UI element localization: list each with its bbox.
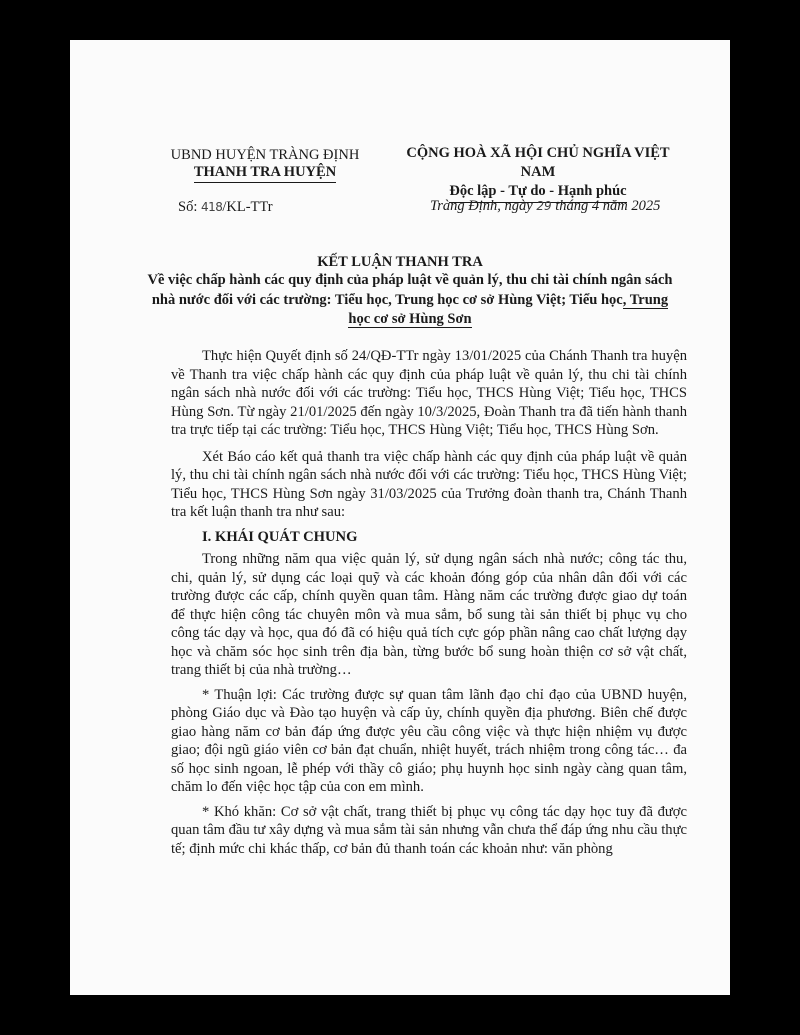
nation-name: CỘNG HOÀ XÃ HỘI CHỦ NGHĨA VIỆT NAM — [406, 145, 670, 180]
paragraph-advantages: * Thuận lợi: Các trường được sự quan tâm lãnh đạo chỉ đạo của UBND huyện, phòng Giáo dục và Đào tạo huyện và cấp ủy, chính quyền địa phương. Biên chế được giao hàng năm cơ bản đáp ứng được yêu cầu công việc và thực hiện nhiệm vụ được giao; đội ngũ giáo viên cơ bản đạt chuẩn, nhiệt huyết, trách nhiệm trong công tác… đa số học sinh ngoan, lễ phép với thầy cô giáo; phụ huynh học sinh ngày càng quan tâm, chăm lo đến việc học tập của con em mình. — [171, 686, 687, 795]
agency-name: THANH TRA HUYỆN — [194, 164, 336, 183]
doc-number-prefix: Số: — [178, 199, 201, 215]
subtitle-part2: , Trung học cơ sở Hùng Sơn — [348, 291, 669, 327]
issue-date — [430, 198, 660, 215]
paragraph-overview: Trong những năm qua việc quản lý, sử dụng ngân sách nhà nước; công tác thu, chi, quản lý, sử dụng các loại quỹ và các khoản đóng góp của nhân dân đối với các trường được các cấp, chính quyền quan tâm. Hàng năm các trường được giao dự toán để thực hiện công tác chuyên môn và mua sắm, bổ sung tài sản thiết bị phục vụ cho công tác dạy và học, qua đó đã có hiệu quả tích cực góp phần nâng cao chất lượng dạy học và chăm sóc học sinh trên địa bàn, từng bước bổ sung hoàn thiện cơ sở vật chất, trang thiết bị của nhà trường… — [171, 551, 687, 678]
date-day-handwritten: 29 — [536, 199, 552, 213]
document-title: KẾT LUẬN THANH TRA — [317, 254, 483, 270]
doc-number-handwritten: 418 — [200, 200, 223, 214]
paragraph-difficulties: * Khó khăn: Cơ sở vật chất, trang thiết bị phục vụ công tác dạy học tuy đã được quan tâm đầu tư xây dựng và mua sắm tài sản nhưng vẫn chưa thể đáp ứng nhu cầu thực tế; định mức chi khác thấp, cơ bản đủ thanh toán các khoản như: văn phòng — [171, 803, 687, 857]
paragraph-decision: Thực hiện Quyết định số 24/QĐ-TTr ngày 13/01/2025 của Chánh Thanh tra huyện về Thanh tra việc chấp hành các quy định của pháp luật về quản lý, thu chi tài chính ngân sách nhà nước đối với các trường: Tiểu học, THCS Hùng Việt; Tiểu học, THCS Hùng Sơn. Từ ngày 21/01/2025 đến ngày 10/3/2025, Đoàn Thanh tra đã tiến hành thanh tra trực tiếp tại các trường: Tiểu học, THCS Hùng Việt; Tiểu học, THCS Hùng Sơn. — [171, 348, 687, 438]
document-page — [70, 40, 730, 995]
doc-number-suffix: /KL-TTr — [222, 199, 273, 215]
date-prefix: Tràng Định, ngày — [430, 198, 537, 214]
document-subtitle — [140, 271, 680, 330]
date-suffix: tháng 4 năm 2025 — [551, 198, 661, 214]
section-heading-general: I. KHÁI QUÁT CHUNG — [202, 528, 358, 545]
issuing-agency — [165, 147, 365, 183]
agency-parent: UBND HUYỆN TRÀNG ĐỊNH — [170, 147, 360, 163]
document-body — [171, 347, 687, 866]
document-number — [178, 199, 273, 216]
national-motto: Độc lập - Tự do - Hạnh phúc — [449, 182, 626, 203]
national-title — [392, 144, 684, 203]
subtitle-part1: Về việc chấp hành các quy định của pháp luật về quản lý, thu chi tài chính ngân sách nhà nước đối với các trường: Tiểu học, Trung học cơ sở Hùng Việt; Tiểu học — [147, 272, 673, 308]
paragraph-report: Xét Báo cáo kết quả thanh tra việc chấp hành các quy định của pháp luật về quản lý, thu chi tài chính ngân sách nhà nước đối với các trường: Tiểu học, THCS Hùng Việt; Tiểu học, THCS Hùng Sơn ngày 31/03/2025 của Trưởng đoàn thanh tra, Chánh Thanh tra kết luận thanh tra như sau: — [171, 448, 687, 520]
